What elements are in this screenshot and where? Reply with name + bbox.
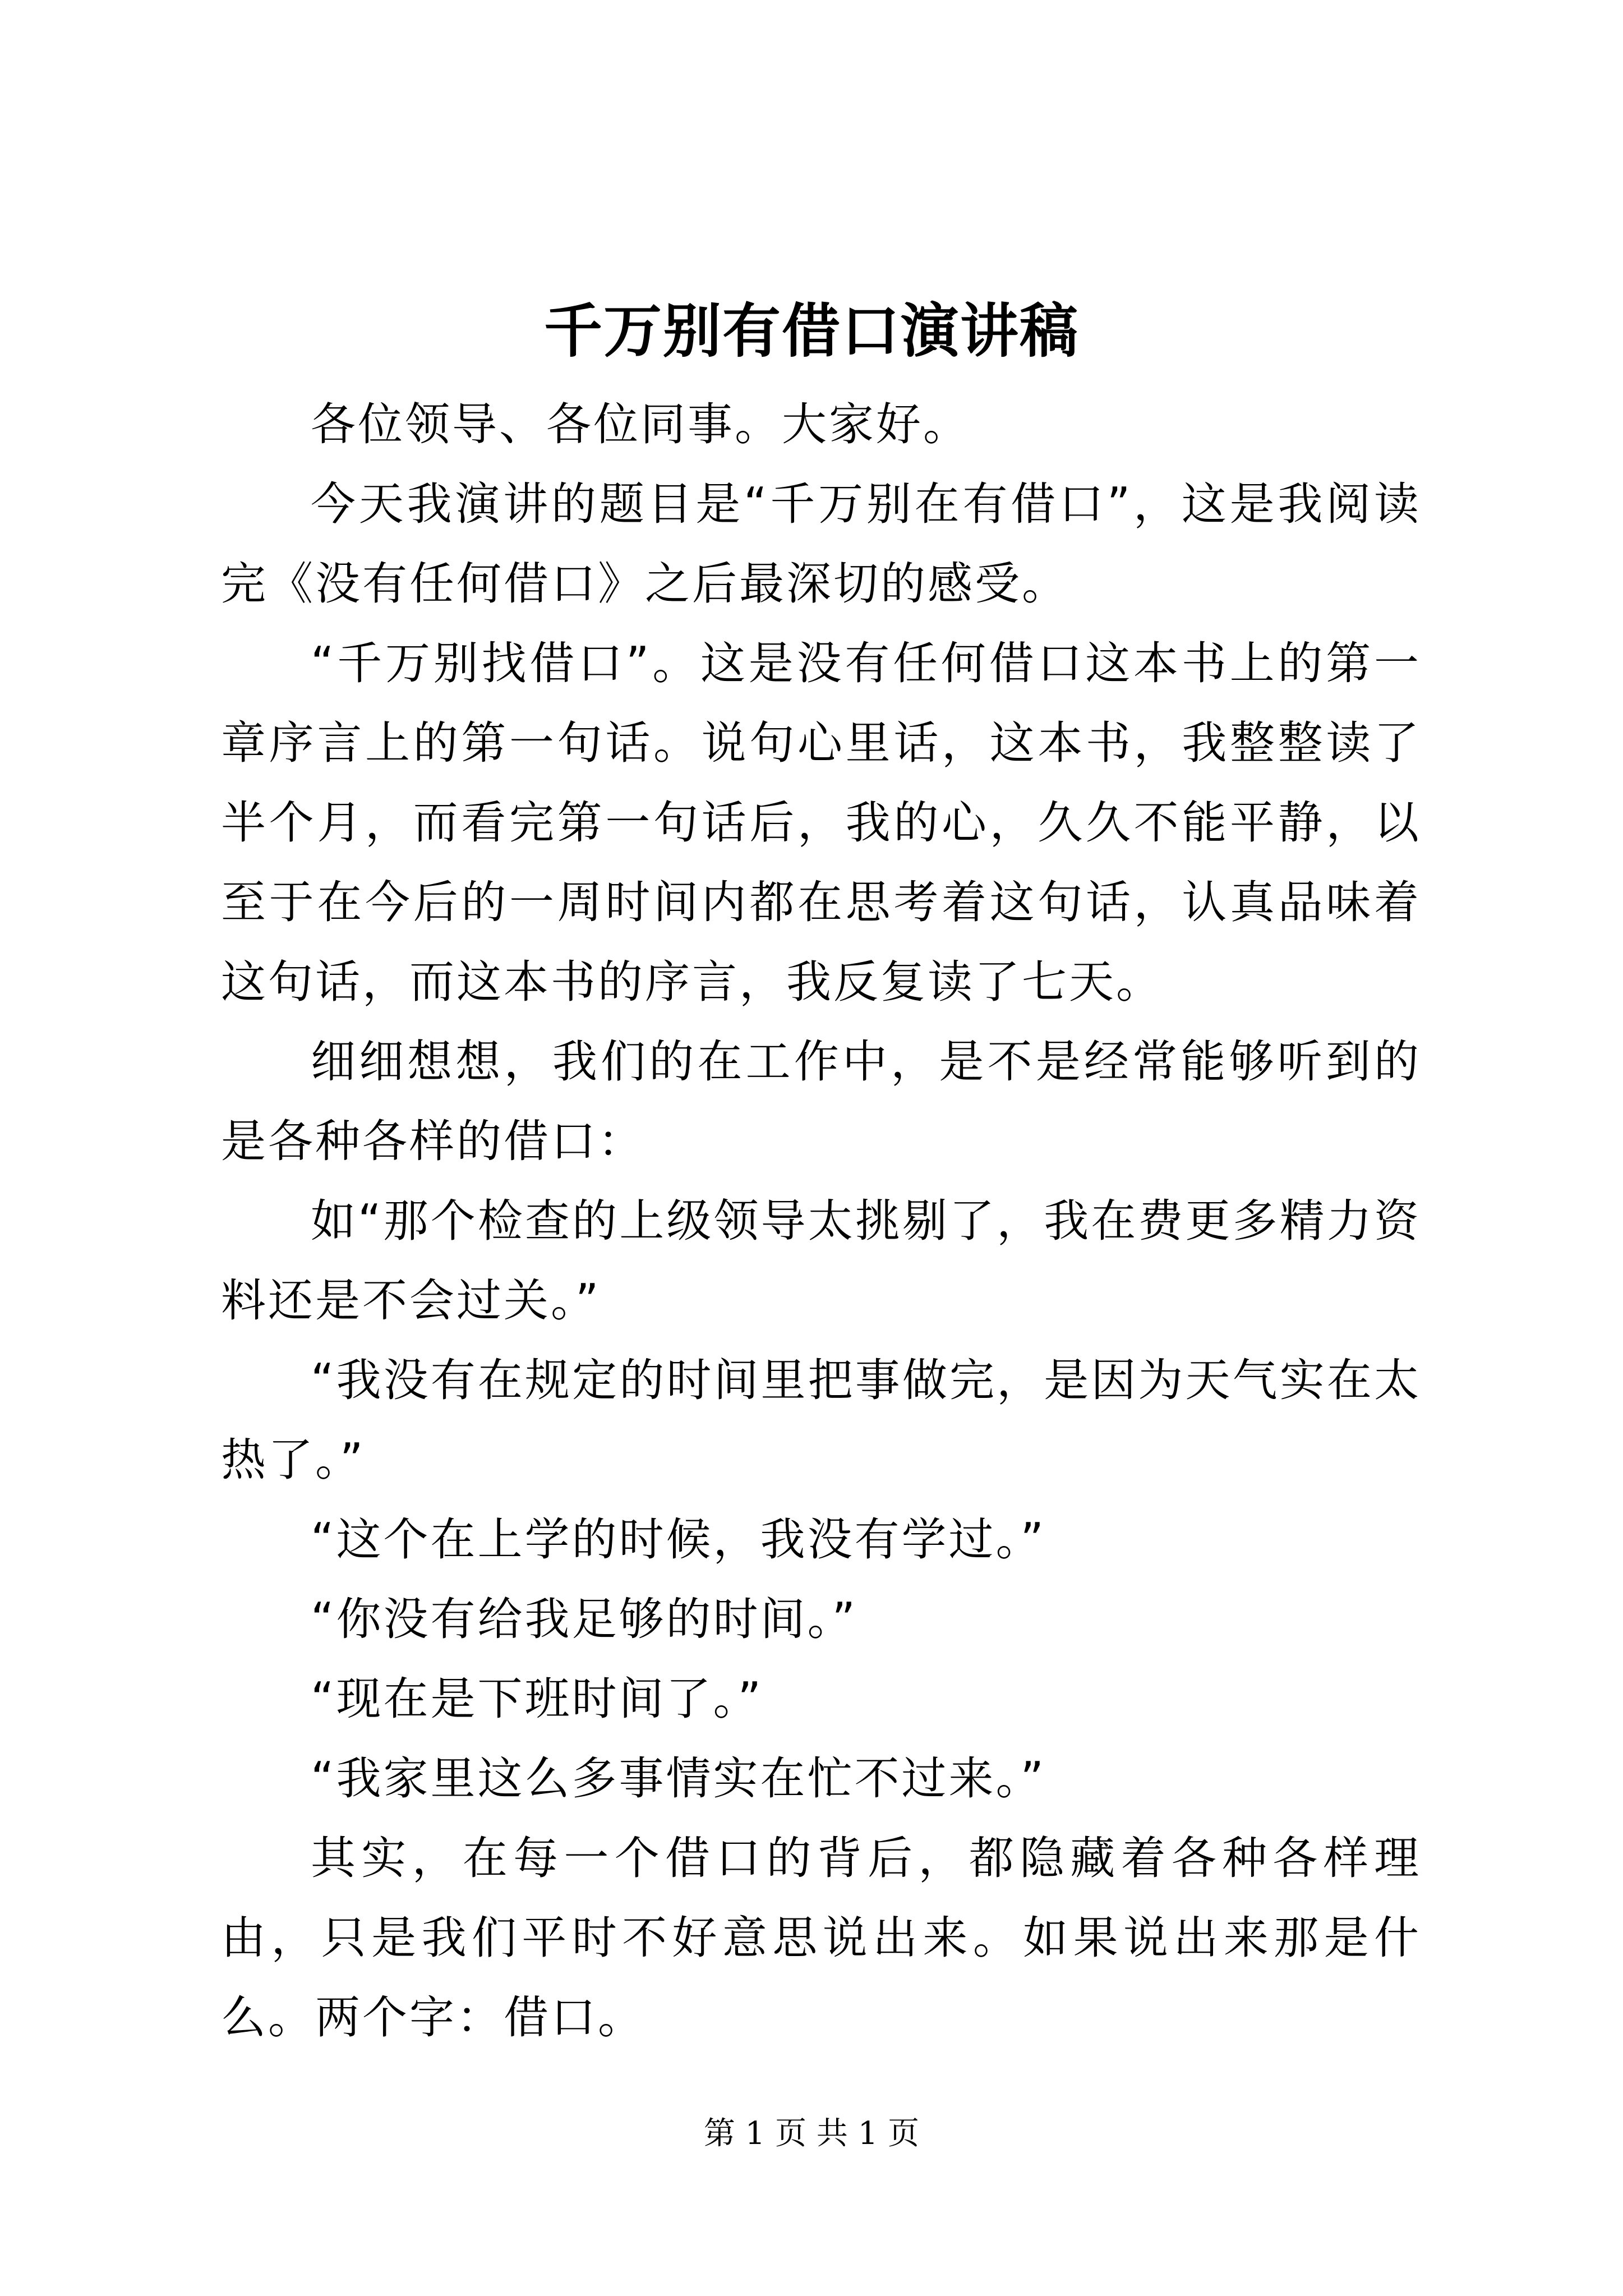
paragraph: “你没有给我足够的时间。” xyxy=(311,1593,857,1645)
paragraph: “这个在上学的时候，我没有学过。” xyxy=(311,1513,1046,1566)
page-footer: 第 1 页 共 1 页 xyxy=(703,2115,920,2152)
paragraph: “我没有在规定的时间里把事做完，是因为天气实在太热了。” xyxy=(221,1354,1421,1486)
paragraph: 其实，在每一个借口的背后，都隐藏着各种各样理由，只是我们平时不好意思说出来。如果说出来那是什么。两个字：借口。 xyxy=(221,1832,1421,2044)
paragraph: 如“那个检查的上级领导太挑剔了，我在费更多精力资料还是不会过关。” xyxy=(221,1195,1421,1327)
paragraph: “千万别找借口”。这是没有任何借口这本书上的第一章序言上的第一句话。说句心里话，这本书，我整整读了半个月，而看完第一句话后，我的心，久久不能平静，以至于在今后的一周时间内都在思考着这句话，认真品味着这句话，而这本书的序言，我反复读了七天。 xyxy=(221,637,1421,1008)
paragraph: 细细想想，我们的在工作中，是不是经常能够听到的是各种各样的借口： xyxy=(221,1036,1421,1167)
paragraph: 各位领导、各位同事。大家好。 xyxy=(311,398,970,450)
document-body xyxy=(221,385,1421,2058)
document-title: 千万别有借口演讲稿 xyxy=(543,296,1079,365)
paragraph: 今天我演讲的题目是“千万别在有借口”，这是我阅读完《没有任何借口》之后最深切的感受。 xyxy=(221,478,1421,610)
paragraph: “现在是下班时间了。” xyxy=(311,1673,763,1725)
paragraph: “我家里这么多事情实在忙不过来。” xyxy=(311,1752,1046,1805)
